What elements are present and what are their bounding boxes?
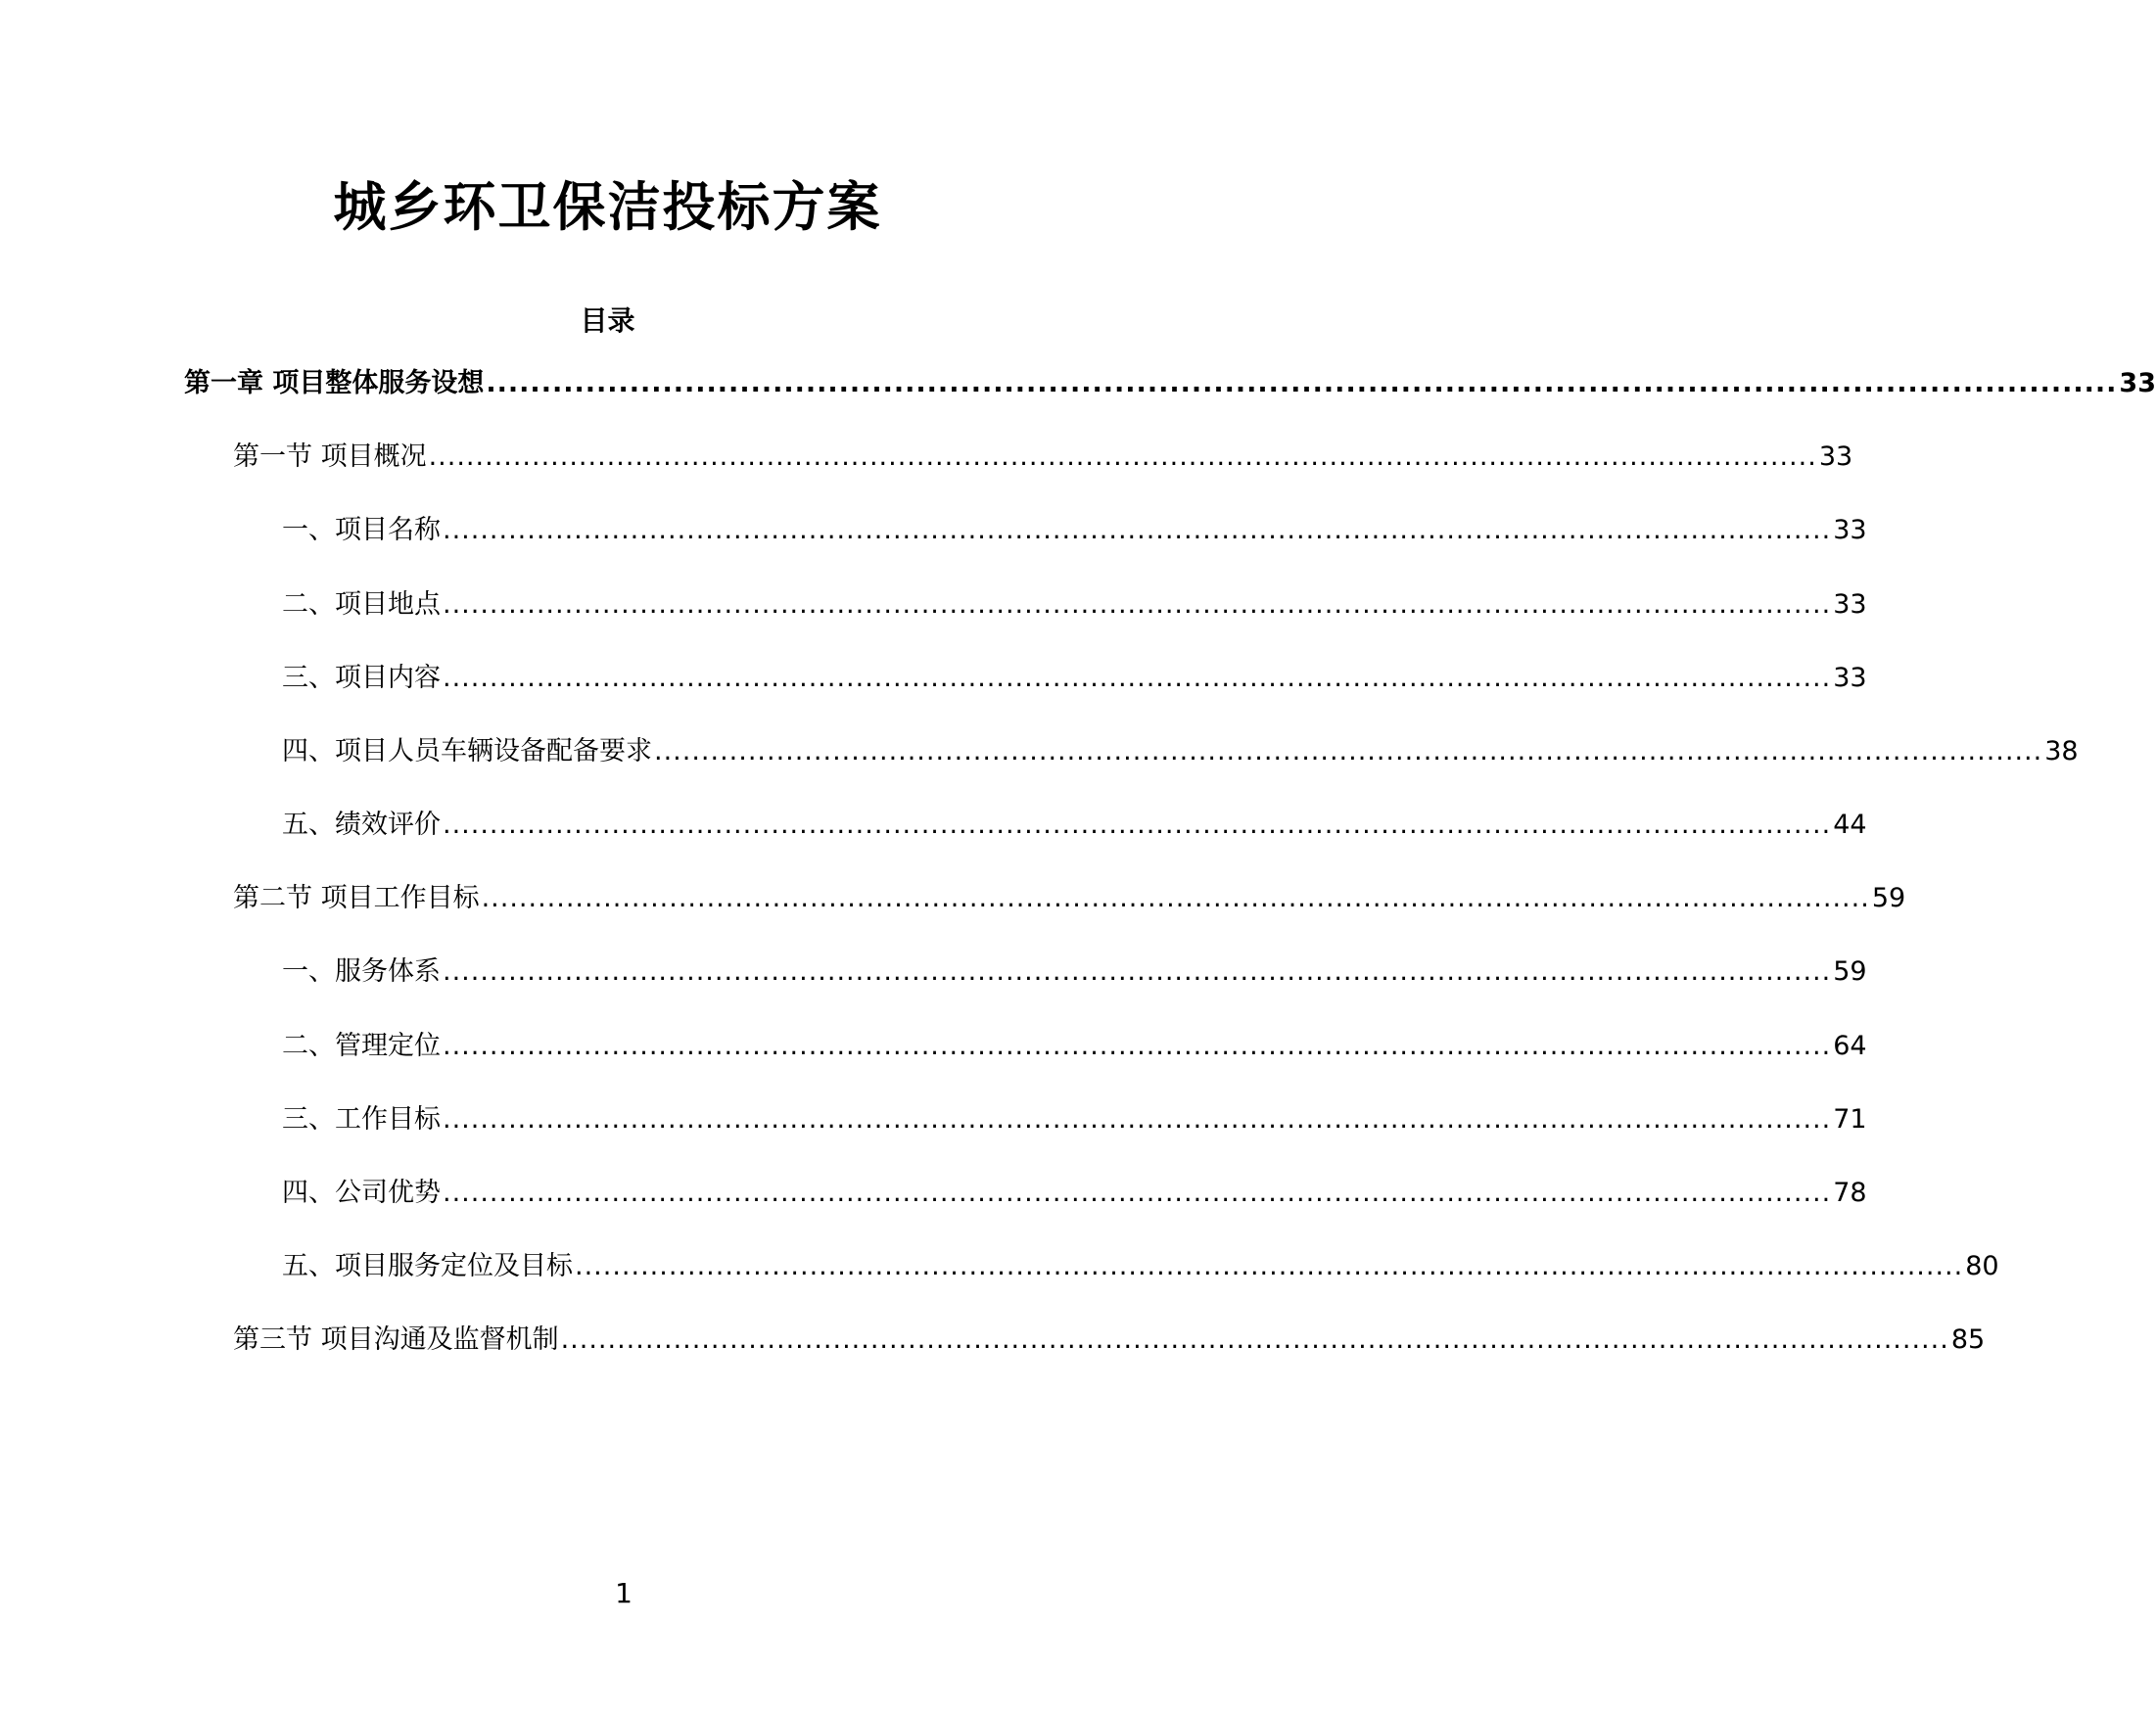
toc-heading: 目录 (580, 304, 635, 337)
toc-leader-dots: .................................................................................................................................................... (443, 810, 1832, 840)
document-title: 城乡环卫保洁投标方案 (333, 176, 882, 238)
toc-entry-label: 一、服务体系 (282, 956, 441, 987)
toc-entry-page: 80 (1965, 1251, 1999, 1281)
toc-leader-dots: .................................................................................................................................................... (443, 1104, 1832, 1135)
toc-leader-dots: .................................................................................................................................................... (486, 368, 2118, 398)
toc-leader-dots: .................................................................................................................................................... (443, 1031, 1832, 1061)
toc-entry-label: 五、项目服务定位及目标 (282, 1251, 573, 1281)
toc-entry-page: 85 (1950, 1324, 1986, 1355)
toc-entry-label: 一、项目名称 (282, 515, 441, 545)
toc-entry-item[interactable] (282, 585, 1867, 625)
toc-entry-section-1-3[interactable] (233, 1321, 1986, 1360)
toc-entry-label: 三、工作目标 (282, 1104, 441, 1135)
toc-entry-page: 33 (1833, 515, 1867, 545)
toc-entry-section-1-1[interactable] (233, 438, 1853, 477)
toc-entry-label: 第三节 项目沟通及监督机制 (233, 1324, 559, 1355)
toc-leader-dots: .................................................................................................................................................... (428, 441, 1817, 472)
toc-entry-label: 二、管理定位 (282, 1031, 441, 1061)
toc-entry-item[interactable] (282, 806, 1867, 845)
toc-entry-item[interactable] (282, 732, 2079, 771)
toc-entry-page: 38 (2044, 736, 2079, 766)
toc-entry-label: 五、绩效评价 (282, 810, 441, 840)
toc-leader-dots: .................................................................................................................................................... (560, 1324, 1949, 1355)
toc-entry-section-1-2[interactable] (233, 879, 1906, 918)
toc-entry-item[interactable] (282, 1247, 1999, 1286)
toc-leader-dots: .................................................................................................................................................... (443, 515, 1832, 545)
toc-entry-page: 71 (1833, 1104, 1867, 1135)
toc-leader-dots: .................................................................................................................................................... (443, 956, 1832, 987)
toc-entry-page: 33 (1833, 589, 1867, 620)
toc-entry-page: 59 (1871, 883, 1906, 913)
toc-entry-label: 第一章 项目整体服务设想 (184, 368, 485, 398)
toc-entry-page: 64 (1833, 1031, 1867, 1061)
toc-entry-page: 33 (1833, 663, 1867, 693)
toc-leader-dots: .................................................................................................................................................... (575, 1251, 1964, 1281)
toc-entry-page: 33 (1818, 441, 1853, 472)
toc-leader-dots: .................................................................................................................................................... (654, 736, 2043, 766)
toc-leader-dots: .................................................................................................................................................... (443, 1178, 1832, 1208)
toc-entry-page: 78 (1833, 1178, 1867, 1208)
toc-entry-label: 四、公司优势 (282, 1178, 441, 1208)
toc-entry-page: 33 (2119, 368, 2156, 398)
toc-entry-item[interactable] (282, 1100, 1867, 1139)
toc-entry-label: 第一节 项目概况 (233, 441, 427, 472)
page-number: 1 (615, 1577, 633, 1609)
toc-leader-dots: .................................................................................................................................................... (443, 663, 1832, 693)
toc-entry-label: 三、项目内容 (282, 663, 441, 693)
toc-entry-item[interactable] (282, 1027, 1867, 1066)
toc-entry-item[interactable] (282, 659, 1867, 698)
toc-entry-label: 第二节 项目工作目标 (233, 883, 480, 913)
toc-entry-page: 44 (1833, 810, 1867, 840)
toc-entry-label: 四、项目人员车辆设备配备要求 (282, 736, 652, 766)
toc-entry-item[interactable] (282, 1174, 1867, 1213)
toc-entry-chapter-1[interactable] (184, 364, 2156, 403)
toc-entry-label: 二、项目地点 (282, 589, 441, 620)
toc-leader-dots: .................................................................................................................................................... (481, 883, 1870, 913)
toc-entry-item[interactable] (282, 952, 1867, 992)
toc-leader-dots: .................................................................................................................................................... (443, 589, 1832, 620)
toc-entry-page: 59 (1833, 956, 1867, 987)
toc-entry-item[interactable] (282, 511, 1867, 550)
